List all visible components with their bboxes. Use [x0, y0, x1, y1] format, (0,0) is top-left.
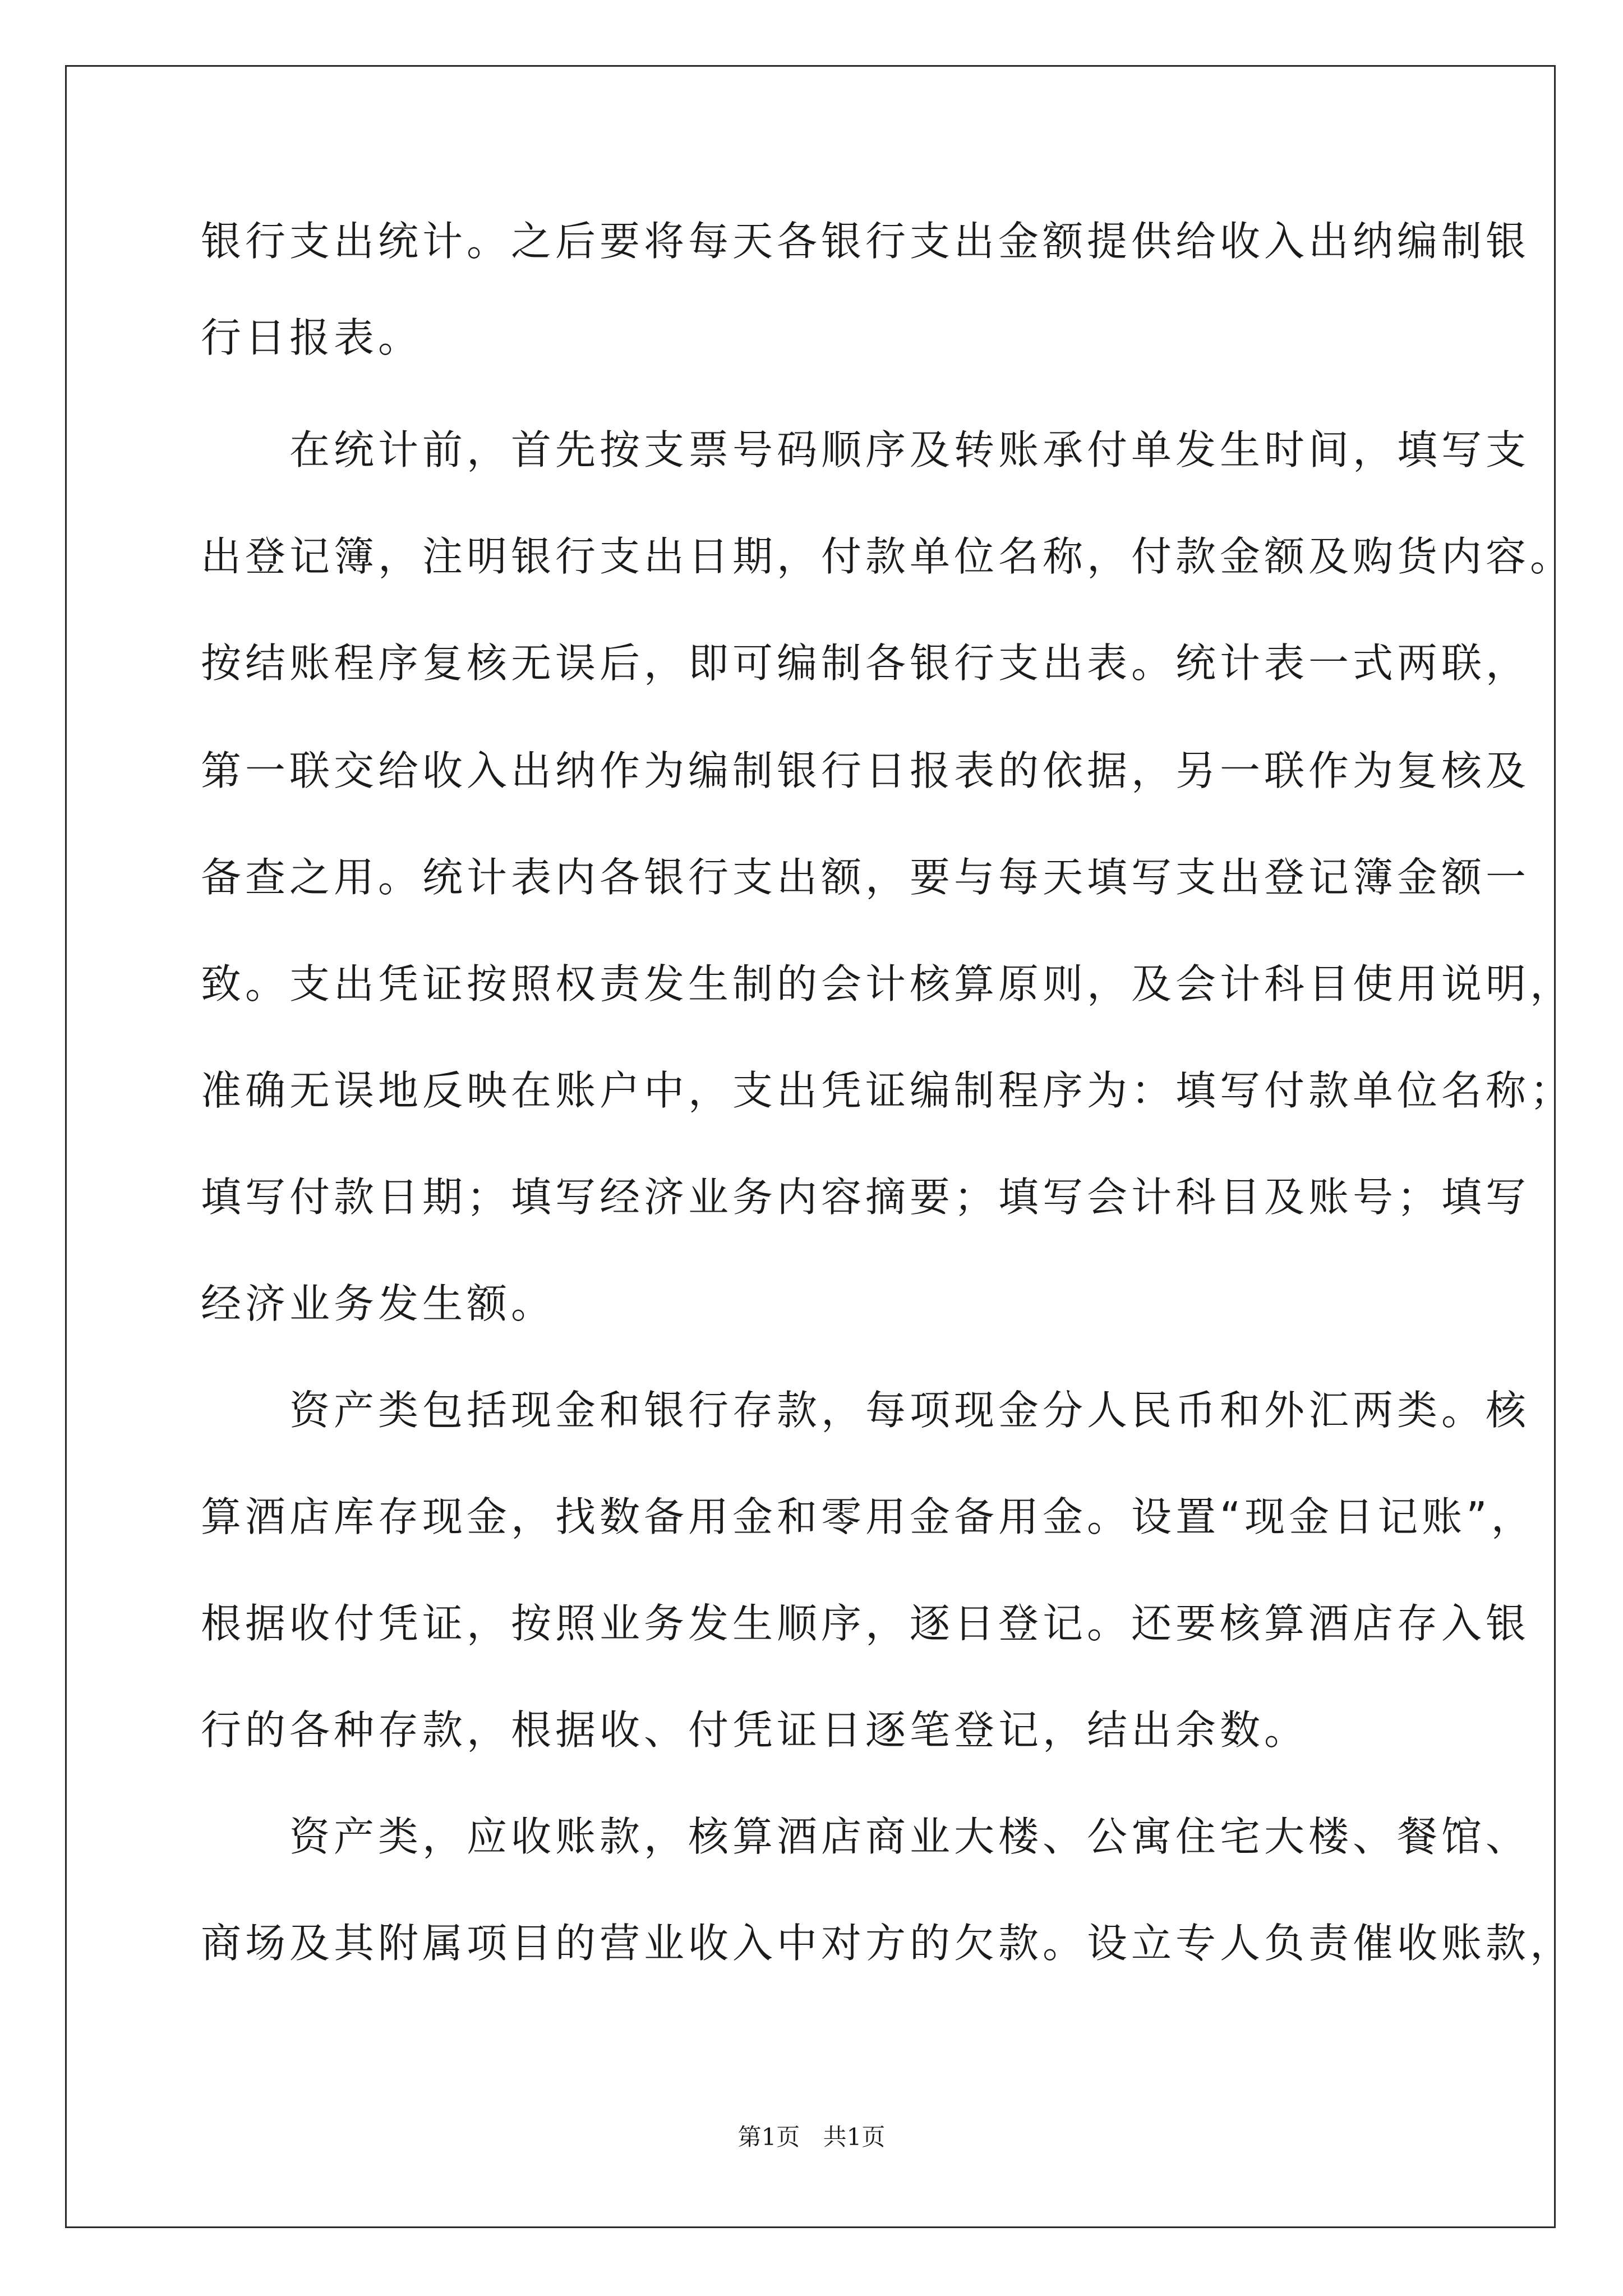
page-border	[65, 65, 1556, 2228]
page-footer	[0, 2120, 1623, 2154]
text-line: 行日报表。	[201, 314, 423, 361]
text-line: 按结账程序复核无误后，即可编制各银行支出表。统计表一式两联，	[201, 639, 1530, 687]
text-line: 出登记簿，注明银行支出日期，付款单位名称，付款金额及购货内容。	[201, 533, 1575, 580]
text-line: 准确无误地反映在账户中，支出凭证编制程序为：填写付款单位名称；	[201, 1067, 1575, 1114]
text-line: 算酒店库存现金，找数备用金和零用金备用金。设置“现金日记账”，	[201, 1493, 1536, 1540]
page-number: 第1页	[737, 2123, 800, 2151]
text-line: 根据收付凭证，按照业务发生顺序，逐日登记。还要核算酒店存入银	[201, 1600, 1530, 1647]
text-line: 致。支出凭证按照权责发生制的会计核算原则，及会计科目使用说明，	[201, 960, 1575, 1007]
text-line: 商场及其附属项目的营业收入中对方的欠款。设立专人负责催收账款，	[201, 1920, 1575, 1967]
text-line: 经济业务发生额。	[201, 1280, 556, 1327]
text-line: 填写付款日期；填写经济业务内容摘要；填写会计科目及账号；填写	[201, 1174, 1530, 1221]
text-line: 银行支出统计。之后要将每天各银行支出金额提供给收入出纳编制银	[201, 218, 1530, 265]
page-total: 共1页	[823, 2123, 886, 2151]
text-line: 行的各种存款，根据收、付凭证日逐笔登记，结出余数。	[201, 1706, 1309, 1754]
text-line: 第一联交给收入出纳作为编制银行日报表的依据，另一联作为复核及	[201, 747, 1530, 794]
text-line: 资产类包括现金和银行存款，每项现金分人民币和外汇两类。核	[201, 1387, 1530, 1434]
text-line: 在统计前，首先按支票号码顺序及转账承付单发生时间，填写支	[201, 426, 1530, 473]
text-line: 资产类，应收账款，核算酒店商业大楼、公寓住宅大楼、餐馆、	[201, 1813, 1530, 1860]
text-line: 备查之用。统计表内各银行支出额，要与每天填写支出登记簿金额一	[201, 854, 1530, 901]
